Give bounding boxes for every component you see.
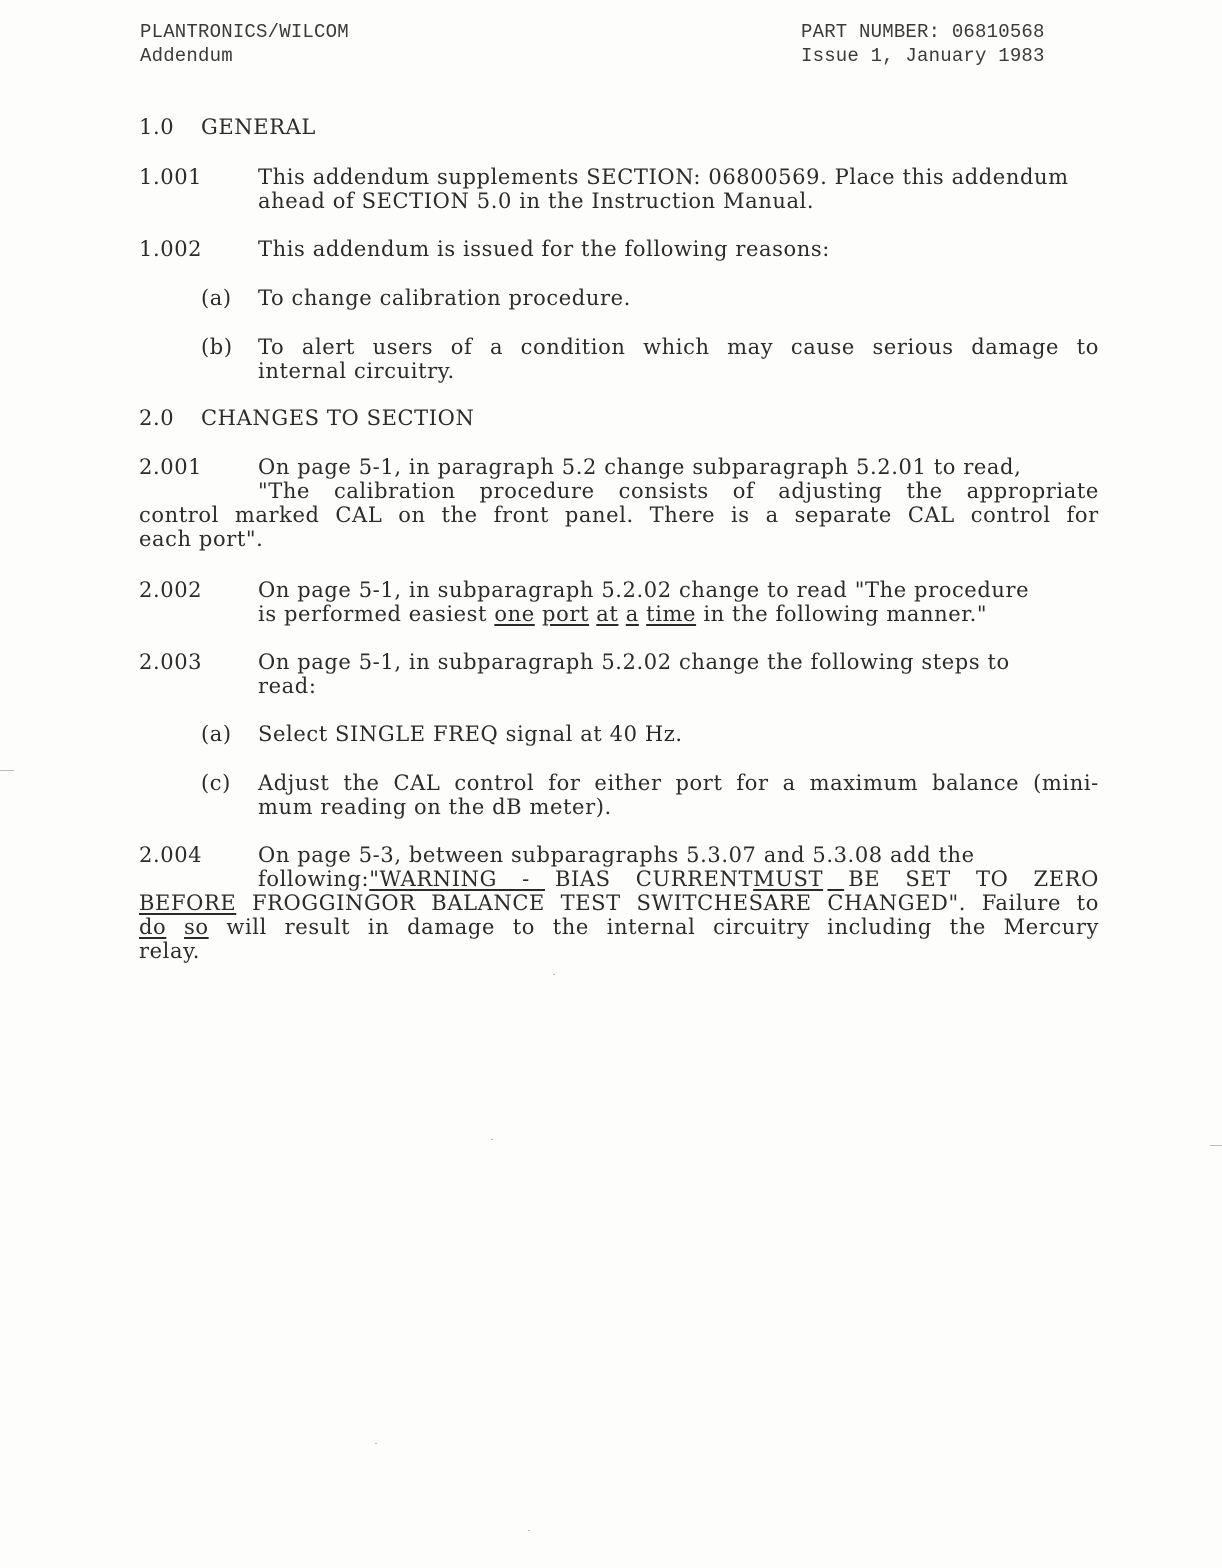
underlined-text: one (494, 602, 535, 626)
word (713, 915, 809, 939)
word: which (643, 335, 710, 359)
header-right (801, 20, 1045, 68)
word: may (727, 335, 774, 359)
underlined-text: do (139, 915, 167, 939)
word (139, 915, 166, 939)
list-item-label: (a) (201, 286, 232, 310)
word (561, 891, 621, 915)
text-run: HANGED". (844, 891, 967, 915)
text-run: including (827, 915, 932, 939)
paragraph-2-002 (139, 578, 1099, 626)
text-run: to (512, 915, 536, 939)
word (407, 915, 495, 939)
word: CAL (907, 503, 955, 527)
overlined-text: $\overline{ARE}$ (763, 891, 812, 915)
document-type: Addendum (140, 45, 233, 67)
paragraph-number: 1.002 (139, 237, 203, 261)
list-item-label: (c) (201, 771, 231, 795)
word (553, 915, 589, 939)
paragraph-line: On page 5-1, in subparagraph 5.2.02 change the following steps to (258, 650, 1010, 674)
part-number: PART NUMBER: 06810568 (801, 21, 1045, 43)
text-run: internal (606, 915, 696, 939)
word: on (398, 503, 426, 527)
text-run: is performed easiest (258, 602, 495, 626)
text-run: TO (975, 867, 1009, 891)
word (976, 867, 1008, 891)
word: CAL (393, 771, 441, 795)
paragraph-line-justified (258, 479, 1099, 503)
word (827, 891, 966, 915)
word: (mini- (1033, 771, 1099, 795)
list-item-text-justified (258, 335, 1099, 359)
company-name: PLANTRONICS/WILCOM (140, 21, 349, 43)
word: to (1076, 335, 1099, 359)
word: separate (794, 503, 892, 527)
word: There (649, 503, 716, 527)
underlined-text: a (625, 602, 639, 626)
word: condition (520, 335, 626, 359)
paragraph-line-justified (139, 915, 1099, 939)
scan-speck (375, 1443, 377, 1444)
word: cause (790, 335, 855, 359)
word: adjusting (778, 479, 883, 503)
word (905, 867, 951, 891)
word: the (343, 771, 380, 795)
word (982, 891, 1061, 915)
text-run: to (1076, 891, 1099, 915)
word (226, 915, 267, 939)
paragraph-line: On page 5-3, between subparagraphs 5.3.07 and 5.3.08 add the (258, 843, 975, 867)
word (950, 915, 986, 939)
word: a (489, 335, 504, 359)
word: control (454, 771, 535, 795)
word: consists (618, 479, 709, 503)
paragraph-line (258, 602, 987, 626)
word: a (765, 503, 779, 527)
word: calibration (333, 479, 456, 503)
header-left (140, 20, 349, 68)
text-run: in the following manner." (696, 602, 988, 626)
underlined-text: time (646, 602, 697, 626)
paragraph-line: relay. (139, 939, 201, 963)
word (368, 915, 389, 939)
word (555, 867, 611, 891)
word: of (732, 479, 755, 503)
scan-speck (1210, 1145, 1222, 1146)
word (431, 891, 545, 915)
word: damage (971, 335, 1060, 359)
text-run: Mercury (1003, 915, 1099, 939)
word: for (548, 771, 581, 795)
word (285, 915, 351, 939)
word (848, 867, 880, 891)
section-number: 1.0 (139, 115, 175, 139)
paragraph-number: 1.001 (139, 165, 203, 189)
word: for (736, 771, 769, 795)
scan-speck (491, 1139, 493, 1140)
text-run: Failure (981, 891, 1061, 915)
list-item-text: mum reading on the dB meter). (258, 795, 612, 819)
paragraph-line: On page 5-1, in subparagraph 5.2.02 change to read "The procedure (258, 578, 1030, 602)
text-run: circuitry (713, 915, 810, 939)
word: maximum (809, 771, 919, 795)
text-run: - (522, 867, 530, 891)
list-item-text: internal circuitry. (258, 359, 455, 383)
word: a (782, 771, 796, 795)
word: balance (932, 771, 1020, 795)
paragraph-line: read: (258, 674, 317, 698)
paragraph-number: 2.001 (139, 455, 203, 479)
paragraph-number: 2.004 (139, 843, 203, 867)
paragraph-2-004 (139, 843, 1099, 963)
paragraph-line: This addendum supplements SECTION: 06800569. Place this addendum (258, 165, 1069, 189)
issue-date: Issue 1, January 1983 (801, 45, 1045, 67)
paragraph-2-001 (139, 455, 1099, 551)
section-title: GENERAL (201, 115, 316, 139)
overlined-text: $\overline{OR}$ (381, 891, 416, 915)
overlined-text: $\overline{C}$ (827, 891, 845, 915)
text-run: result (284, 915, 351, 939)
word: CAL (335, 503, 383, 527)
word: "The (258, 479, 311, 503)
word: the (906, 479, 943, 503)
word: Adjust (258, 771, 330, 795)
text-run: ZERO (1033, 867, 1099, 891)
word: the (441, 503, 478, 527)
text-run: in (367, 915, 390, 939)
paragraph-line-justified (258, 867, 1099, 891)
list-item-text: Select SINGLE FREQ signal at 40 Hz. (258, 722, 683, 746)
text-run: following: (258, 867, 370, 891)
warning-underlined-text: BEFORE (139, 891, 237, 915)
paragraph-2-003 (139, 650, 1099, 698)
word: front (493, 503, 549, 527)
word: marked (234, 503, 320, 527)
paragraph-number: 2.003 (139, 650, 203, 674)
word (184, 915, 209, 939)
text-run: CURRENT (635, 867, 754, 891)
section-1-heading (139, 115, 1099, 139)
underlined-text: at (596, 602, 619, 626)
list-item-2-003-a (139, 722, 1099, 746)
section-number: 2.0 (139, 406, 175, 430)
word (636, 891, 811, 915)
text-run: SET (905, 867, 951, 891)
text-run: BE (848, 867, 881, 891)
word: either (594, 771, 662, 795)
word (1077, 891, 1099, 915)
word (522, 867, 530, 891)
text-run: SWITCHES (636, 891, 764, 915)
list-item-1-002-a (139, 286, 1099, 310)
word: procedure (479, 479, 595, 503)
word: port (675, 771, 723, 795)
paragraph-1-001 (139, 165, 1099, 213)
word: control (970, 503, 1051, 527)
word: To (258, 335, 285, 359)
word (513, 915, 535, 939)
text-run: FROGGING (251, 891, 382, 915)
paragraph-line-justified (139, 503, 1099, 527)
word: of (450, 335, 473, 359)
paragraph-line-justified (139, 891, 1099, 915)
warning-underlined-text: MUST (753, 867, 824, 891)
word: users (372, 335, 434, 359)
list-item-1-002-b (139, 335, 1099, 383)
word (258, 867, 497, 891)
list-item-label: (a) (201, 722, 232, 746)
scan-speck (528, 1530, 530, 1531)
word (252, 891, 416, 915)
underlined-text: so (184, 915, 209, 939)
word: appropriate (966, 479, 1099, 503)
word: is (730, 503, 750, 527)
word (1034, 867, 1099, 891)
paragraph-number: 2.002 (139, 578, 203, 602)
word: for (1066, 503, 1099, 527)
list-item-2-003-c (139, 771, 1099, 819)
word: serious (872, 335, 954, 359)
paragraph-line: This addendum is issued for the following reasons: (258, 237, 830, 261)
list-item-text: To change calibration procedure. (258, 286, 631, 310)
paragraph-line: each port". (139, 527, 264, 551)
word: panel. (564, 503, 634, 527)
text-run: BIAS (554, 867, 611, 891)
word (636, 867, 823, 891)
text-run: the (552, 915, 589, 939)
warning-underlined-text: "WARNING (369, 867, 498, 891)
word (1004, 915, 1099, 939)
word: control (139, 503, 219, 527)
scan-speck (0, 770, 14, 771)
word (607, 915, 696, 939)
list-item-text-justified (258, 771, 1099, 795)
scan-speck (553, 974, 555, 975)
section-2-heading (139, 406, 1099, 430)
text-run: damage (407, 915, 495, 939)
underlined-text: port (542, 602, 590, 626)
word (827, 915, 932, 939)
word: alert (301, 335, 355, 359)
text-run: the (949, 915, 986, 939)
paragraph-1-002 (139, 237, 1099, 261)
section-title: CHANGES TO SECTION (201, 406, 475, 430)
text-run: TEST (560, 891, 621, 915)
text-run: will (226, 915, 267, 939)
list-item-label: (b) (201, 335, 233, 359)
word (139, 891, 236, 915)
overlined-text: BALANCE (431, 891, 545, 915)
paragraph-line: On page 5-1, in paragraph 5.2 change subparagraph 5.2.01 to read, (258, 455, 1022, 479)
paragraph-line: ahead of SECTION 5.0 in the Instruction Manual. (258, 189, 815, 213)
